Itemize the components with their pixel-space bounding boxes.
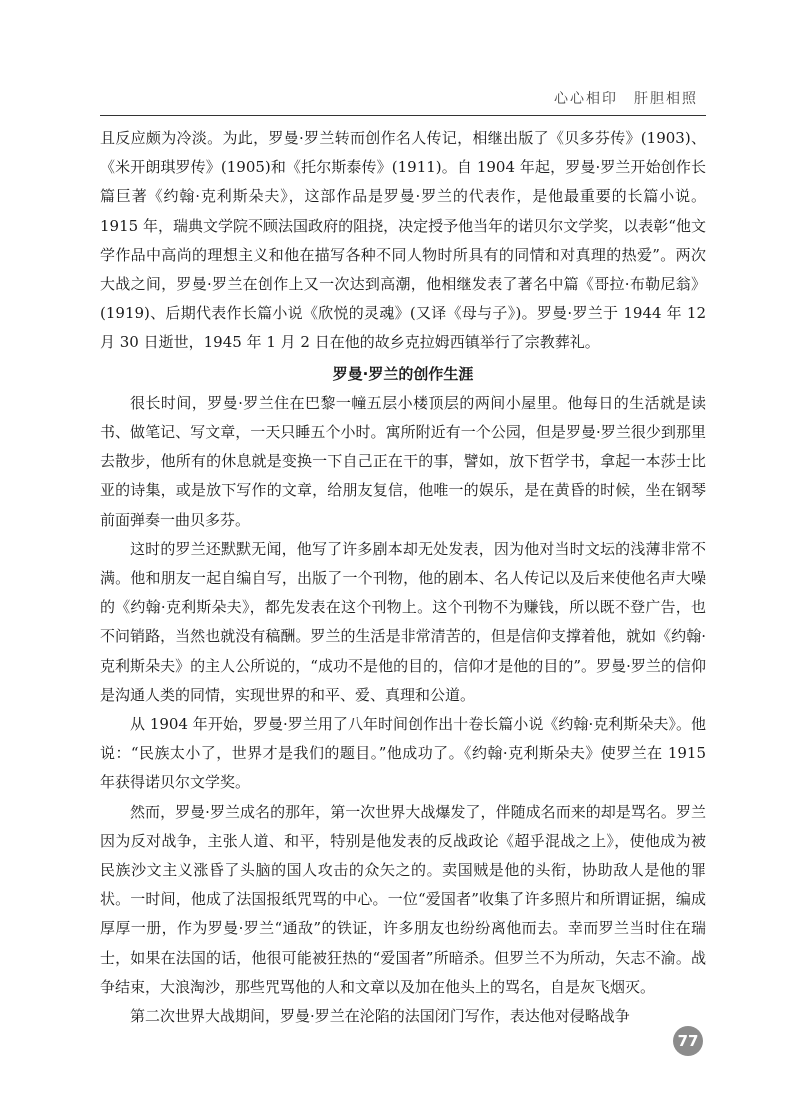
page-number-badge: 77 bbox=[673, 1026, 703, 1056]
paragraph: 然而，罗曼·罗兰成名的那年，第一次世界大战爆发了，伴随成名而来的却是骂名。罗兰因为反对战争，主张人道、和平，特别是他发表的反战政论《超乎混战之上》，使他成为被民族沙文主义涨昏了头脑的国人攻击的众矢之的。卖国贼是他的头衔，协助敌人是他的罪状。一时间，他成了法国报纸咒骂的中心。一位“爱国者”收集了许多照片和所谓证据，编成厚厚一册，作为罗曼·罗兰“通敌”的铁证，许多朋友也纷纷离他而去。幸而罗兰当时住在瑞士，如果在法国的话，他很可能被狂热的“爱国者”所暗杀。但罗兰不为所动，矢志不渝。战争结束，大浪淘沙，那些咒骂他的人和文章以及加在他头上的骂名，自是灰飞烟灭。 bbox=[100, 802, 706, 996]
paragraph: 很长时间，罗曼·罗兰住在巴黎一幢五层小楼顶层的两间小屋里。他每日的生活就是读书、做笔记、写文章，一天只睡五个小时。寓所附近有一个公园，但是罗曼·罗兰很少到那里去散步，他所有的休息就是变换一下自己正在干的事，譬如，放下哲学书，拿起一本莎士比亚的诗集，或是放下写作的文章，给朋友复信，他唯一的娱乐，是在黄昏的时候，坐在钢琴前面弹奏一曲贝多芬。 bbox=[100, 393, 706, 529]
header-rule bbox=[100, 115, 706, 117]
paragraph: 第二次世界大战期间，罗曼·罗兰在沦陷的法国闭门写作，表达他对侵略战争 bbox=[130, 1007, 630, 1026]
section-title: 罗曼·罗兰的创作生涯 bbox=[332, 364, 474, 383]
paragraph: 这时的罗兰还默默无闻，他写了许多剧本却无处发表，因为他对当时文坛的浅薄非常不满。他和朋友一起自编自写，出版了一个刊物，他的剧本、名人传记以及后来使他名声大噪的《约翰·克利斯朵夫》，都先发表在这个刊物上。这个刊物不为赚钱，所以既不登广告，也不问销路，当然也就没有稿酬。罗兰的生活是非常清苦的，但是信仰支撑着他，就如《约翰·克利斯朵夫》的主人公所说的，“成功不是他的目的，信仰才是他的目的”。罗曼·罗兰的信仰是沟通人类的同情，实现世界的和平、爱、真理和公道。 bbox=[100, 539, 706, 704]
paragraph: 且反应颇为冷淡。为此，罗曼·罗兰转而创作名人传记，相继出版了《贝多芬传》(1903)、《米开朗琪罗传》(1905)和《托尔斯泰传》(1911)。自 1904 年起，罗曼·罗兰开始创作长篇巨著《约翰·克利斯朵夫》，这部作品是罗曼·罗兰的代表作，是他最重要的长篇小说。1915 年，瑞典文学院不顾法国政府的阻挠，决定授予他当年的诺贝尔文学奖，以表彰“他文学作品中高尚的理想主义和他在描写各种不同人物时所具有的同情和对真理的热爱”。两次大战之间，罗曼·罗兰在创作上又一次达到高潮，他相继发表了著名中篇《哥拉·布勒尼翁》(1919)、后期代表作长篇小说《欣悦的灵魂》(又译《母与子》)。罗曼·罗兰于 1944 年 12 月 30 日逝世，1945 年 1 月 2 日在他的故乡克拉姆西镇举行了宗教葬礼。 bbox=[100, 129, 706, 352]
running-header bbox=[100, 80, 706, 116]
page-body bbox=[100, 124, 706, 1031]
paragraph: 从 1904 年开始，罗曼·罗兰用了八年时间创作出十卷长篇小说《约翰·克利斯朵夫》。他说：“民族太小了，世界才是我们的题目。”他成功了。《约翰·克利斯朵夫》使罗兰在 1915 年获得诺贝尔文学奖。 bbox=[100, 715, 706, 792]
running-header-title: 心心相印 肝胆相照 bbox=[554, 91, 698, 107]
